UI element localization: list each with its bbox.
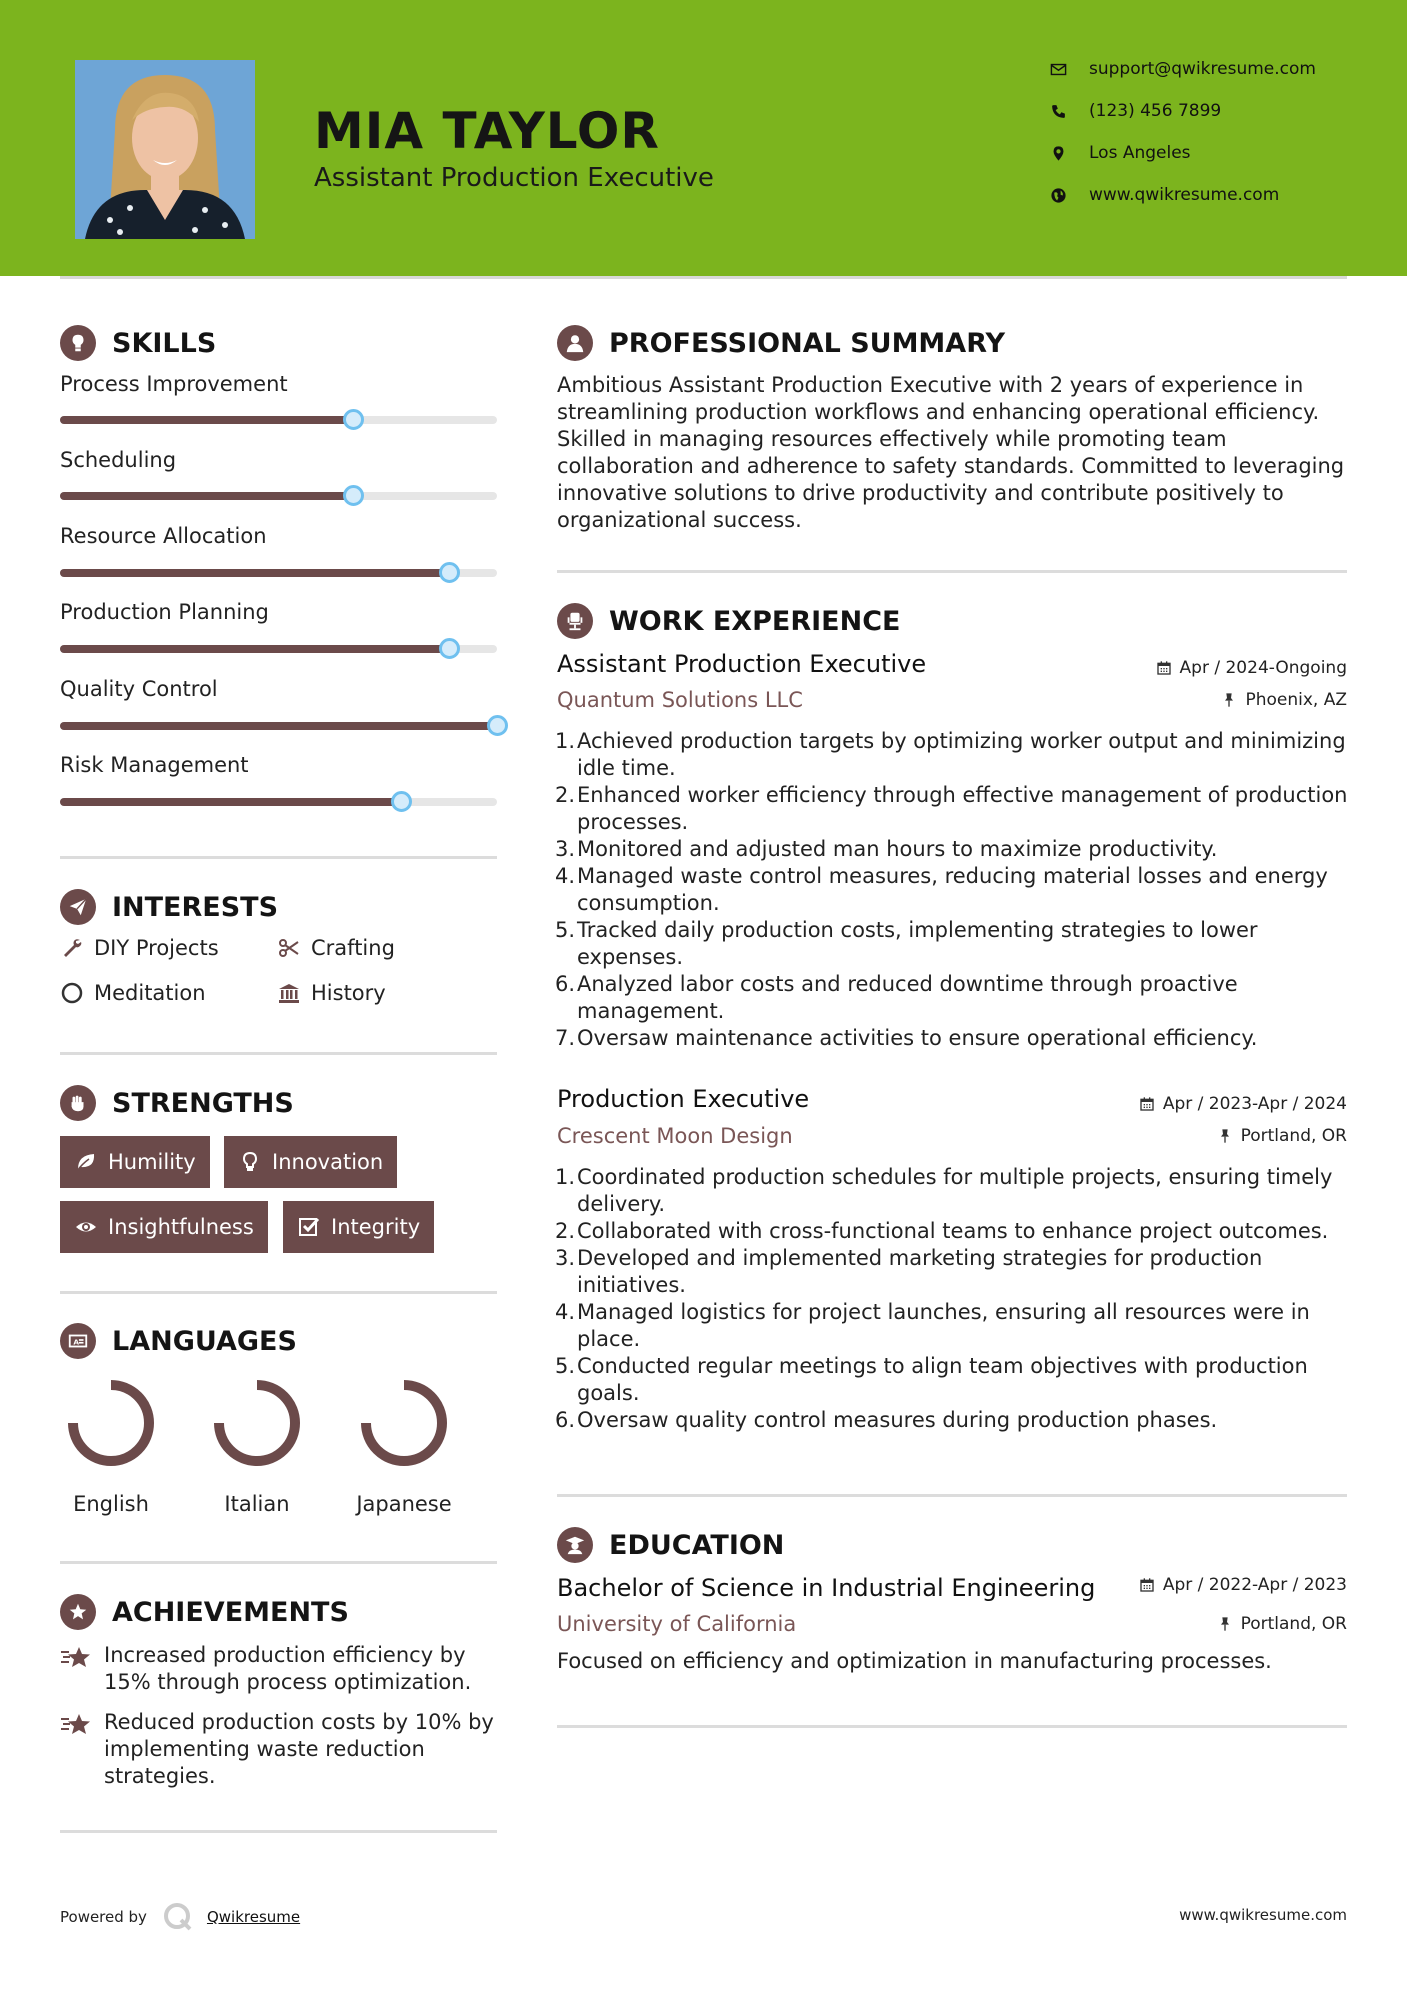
scissors-icon: [277, 936, 301, 960]
language-label: English: [73, 1492, 149, 1516]
interest-label: DIY Projects: [94, 936, 219, 960]
contact-phone[interactable]: [1050, 100, 1221, 122]
language-label: Italian: [224, 1492, 290, 1516]
job-dates-text: Apr / 2023-Apr / 2024: [1162, 1094, 1347, 1114]
wrench-icon: [60, 936, 84, 960]
section-divider: [60, 856, 497, 859]
phone-icon: [1050, 103, 1067, 120]
check-square-icon: [297, 1215, 321, 1239]
section-divider: [60, 1561, 497, 1564]
interest-item: [60, 936, 219, 960]
powered-by-text: Powered by: [60, 1908, 147, 1926]
strength-tag: [60, 1201, 268, 1253]
qwikresume-logo-icon: [161, 1900, 195, 1934]
user-icon: [557, 325, 593, 361]
eye-icon: [74, 1215, 98, 1239]
language-item: [56, 1378, 166, 1516]
job-company: Crescent Moon Design: [557, 1124, 793, 1148]
languages-heading: [60, 1323, 297, 1359]
section-divider: [557, 570, 1347, 573]
graduate-icon: [557, 1527, 593, 1563]
languages-heading-text: LANGUAGES: [112, 1325, 297, 1357]
job-bullets: [550, 1164, 1350, 1434]
skill-label: Quality Control: [60, 677, 218, 701]
interest-item: [60, 981, 206, 1005]
section-divider: [60, 1052, 497, 1055]
strength-label: Innovation: [272, 1150, 384, 1174]
envelope-icon: [1050, 61, 1067, 78]
strengths-heading-text: STRENGTHS: [112, 1087, 294, 1119]
skill-bar-fill: [60, 722, 497, 730]
institution-icon: [277, 981, 301, 1005]
skill-bar-knob: [439, 562, 460, 583]
strength-tag: [60, 1136, 210, 1188]
interest-label: Meditation: [94, 981, 206, 1005]
language-card-icon: [60, 1323, 96, 1359]
education-degree: Bachelor of Science in Industrial Engineering: [557, 1574, 1096, 1602]
star-badge-icon: [60, 1594, 96, 1630]
job-dates: [1156, 658, 1347, 678]
skill-label: Risk Management: [60, 753, 249, 777]
skill-bar-fill: [60, 798, 401, 806]
summary-heading-text: PROFESSIONAL SUMMARY: [609, 327, 1006, 359]
skill-bar: [60, 569, 497, 577]
map-pin-icon: [1050, 145, 1067, 162]
contact-location: [1050, 142, 1191, 164]
calendar-icon: [1156, 660, 1172, 676]
education-description: Focused on efficiency and optimization in manufacturing processes.: [557, 1649, 1272, 1673]
header-divider: [60, 276, 1347, 279]
interest-item: [277, 981, 386, 1005]
fist-icon: [60, 1085, 96, 1121]
interests-heading-text: INTERESTS: [112, 891, 279, 923]
job-bullet: 3. Monitored and adjusted man hours to maximize productivity.: [554, 837, 1218, 861]
section-divider: [60, 1291, 497, 1294]
profile-photo: [75, 60, 255, 239]
strength-label: Humility: [108, 1150, 196, 1174]
job-bullet: 1. Achieved production targets by optimizing worker output and minimizing idle time.: [554, 729, 1346, 780]
pushpin-icon: [1221, 692, 1237, 708]
experience-heading-text: WORK EXPERIENCE: [609, 605, 901, 637]
job-location-text: Phoenix, AZ: [1245, 690, 1347, 710]
section-divider: [557, 1725, 1347, 1728]
education-heading-text: EDUCATION: [609, 1529, 785, 1561]
job-title: Production Executive: [557, 1085, 810, 1113]
paper-plane-icon: [60, 889, 96, 925]
strength-label: Insightfulness: [108, 1215, 254, 1239]
skill-label: Production Planning: [60, 600, 269, 624]
language-ring: [212, 1378, 302, 1468]
contact-website-text: www.qwikresume.com: [1089, 185, 1280, 205]
skill-bar-fill: [60, 645, 449, 653]
education-dates-text: Apr / 2022-Apr / 2023: [1162, 1575, 1347, 1595]
contact-phone-text: (123) 456 7899: [1089, 101, 1222, 121]
skills-heading-text: SKILLS: [112, 327, 217, 359]
job-location-text: Portland, OR: [1240, 1126, 1347, 1146]
achievement-text: Increased production efficiency by 15% through process optimization.: [104, 1643, 472, 1694]
interest-label: Crafting: [311, 936, 395, 960]
achievement-item: [60, 1709, 500, 1790]
interests-heading: [60, 889, 278, 925]
section-divider: [60, 1830, 497, 1833]
job-bullet: 1. Coordinated production schedules for multiple projects, ensuring timely delivery.: [554, 1165, 1333, 1216]
globe-icon: [1050, 187, 1067, 204]
strength-label: Integrity: [331, 1215, 421, 1239]
job-bullet: 7. Oversaw maintenance activities to ensure operational efficiency.: [554, 1026, 1258, 1050]
skill-bar: [60, 722, 497, 730]
skill-bar-fill: [60, 492, 353, 500]
skill-bar: [60, 416, 497, 424]
education-location-text: Portland, OR: [1240, 1614, 1347, 1634]
svg-text:A: A: [73, 1337, 80, 1347]
skill-bar-knob: [343, 485, 364, 506]
education-dates: [1139, 1575, 1347, 1595]
pushpin-icon: [1217, 1128, 1233, 1144]
leaf-icon: [74, 1150, 98, 1174]
skill-label: Process Improvement: [60, 372, 288, 396]
resume-header: [0, 0, 1407, 276]
pushpin-icon: [1217, 1616, 1233, 1632]
skill-bar: [60, 492, 497, 500]
skill-bar-fill: [60, 569, 449, 577]
job-location: [1217, 1126, 1347, 1146]
job-dates: [1139, 1094, 1347, 1114]
contact-location-text: Los Angeles: [1089, 143, 1191, 163]
skill-bar-knob: [439, 638, 460, 659]
skills-heading: [60, 325, 216, 361]
education-heading: [557, 1527, 784, 1563]
skill-bar-knob: [487, 715, 508, 736]
education-location: [1217, 1614, 1347, 1634]
skill-bar-knob: [391, 791, 412, 812]
language-ring: [66, 1378, 156, 1468]
job-bullet: 4. Managed logistics for project launches, ensuring all resources were in place.: [554, 1300, 1310, 1351]
achievement-item: [60, 1642, 500, 1696]
job-dates-text: Apr / 2024-Ongoing: [1179, 658, 1347, 678]
language-item: [202, 1378, 312, 1516]
job-location: [1221, 690, 1347, 710]
skill-bar: [60, 798, 497, 806]
qwikresume-link[interactable]: Qwikresume: [206, 1908, 301, 1926]
strength-tag: [283, 1201, 434, 1253]
contact-email[interactable]: [1050, 58, 1316, 80]
strength-tag: [224, 1136, 397, 1188]
contact-email-text: support@qwikresume.com: [1089, 59, 1316, 79]
footer-website[interactable]: www.qwikresume.com: [1179, 1906, 1347, 1924]
star-trophy-icon: [60, 1711, 92, 1739]
skill-bar-knob: [343, 409, 364, 430]
job-bullet: 2. Enhanced worker efficiency through effective management of production processes.: [554, 783, 1348, 834]
achievement-text: Reduced production costs by 10% by implementing waste reduction strategies.: [104, 1710, 494, 1788]
job-bullets: [550, 728, 1350, 1052]
strengths-heading: [60, 1085, 294, 1121]
interest-label: History: [311, 981, 386, 1005]
skill-bar-fill: [60, 416, 353, 424]
summary-heading: [557, 325, 1005, 361]
calendar-icon: [1139, 1577, 1155, 1593]
job-bullet: 6. Oversaw quality control measures during production phases.: [554, 1408, 1218, 1432]
job-title: Assistant Production Executive: [557, 650, 927, 678]
job-bullet: 5. Conducted regular meetings to align team objectives with production goals.: [554, 1354, 1308, 1405]
job-bullet: 4. Managed waste control measures, reducing material losses and energy consumption.: [554, 864, 1328, 915]
footer-powered-by: [60, 1900, 300, 1934]
job-bullet: 2. Collaborated with cross-functional teams to enhance project outcomes.: [554, 1219, 1329, 1243]
section-divider: [557, 1494, 1347, 1497]
candidate-title: Assistant Production Executive: [314, 163, 714, 193]
achievements-heading: [60, 1594, 349, 1630]
job-bullet: 6. Analyzed labor costs and reduced downtime through proactive management.: [554, 972, 1238, 1023]
job-company: Quantum Solutions LLC: [557, 688, 803, 712]
skill-bar: [60, 645, 497, 653]
language-ring: [359, 1378, 449, 1468]
skill-label: Resource Allocation: [60, 524, 267, 548]
calendar-icon: [1139, 1096, 1155, 1112]
job-bullet: 5. Tracked daily production costs, implementing strategies to lower expenses.: [554, 918, 1258, 969]
experience-heading: [557, 603, 900, 639]
language-item: [349, 1378, 459, 1516]
lightbulb-icon: [60, 325, 96, 361]
lightbulb-icon: [238, 1150, 262, 1174]
skill-label: Scheduling: [60, 448, 177, 472]
circle-icon: [60, 981, 84, 1005]
education-school: University of California: [557, 1612, 797, 1636]
summary-text: Ambitious Assistant Production Executive with 2 years of experience in streamlining production workflows and enhancing operational efficiency. Skilled in managing resources effectively while promoting team collaboration and adherence to safety standards. Committed to leveraging innovative solutions to drive productivity and contribute positively to organizational success.: [557, 373, 1345, 532]
office-chair-icon: [557, 603, 593, 639]
star-trophy-icon: [60, 1644, 92, 1672]
language-label: Japanese: [356, 1492, 452, 1516]
achievements-heading-text: ACHIEVEMENTS: [112, 1596, 349, 1628]
candidate-name: MIA TAYLOR: [314, 102, 660, 160]
contact-website[interactable]: [1050, 184, 1279, 206]
interest-item: [277, 936, 395, 960]
job-bullet: 3. Developed and implemented marketing strategies for production initiatives.: [554, 1246, 1263, 1297]
